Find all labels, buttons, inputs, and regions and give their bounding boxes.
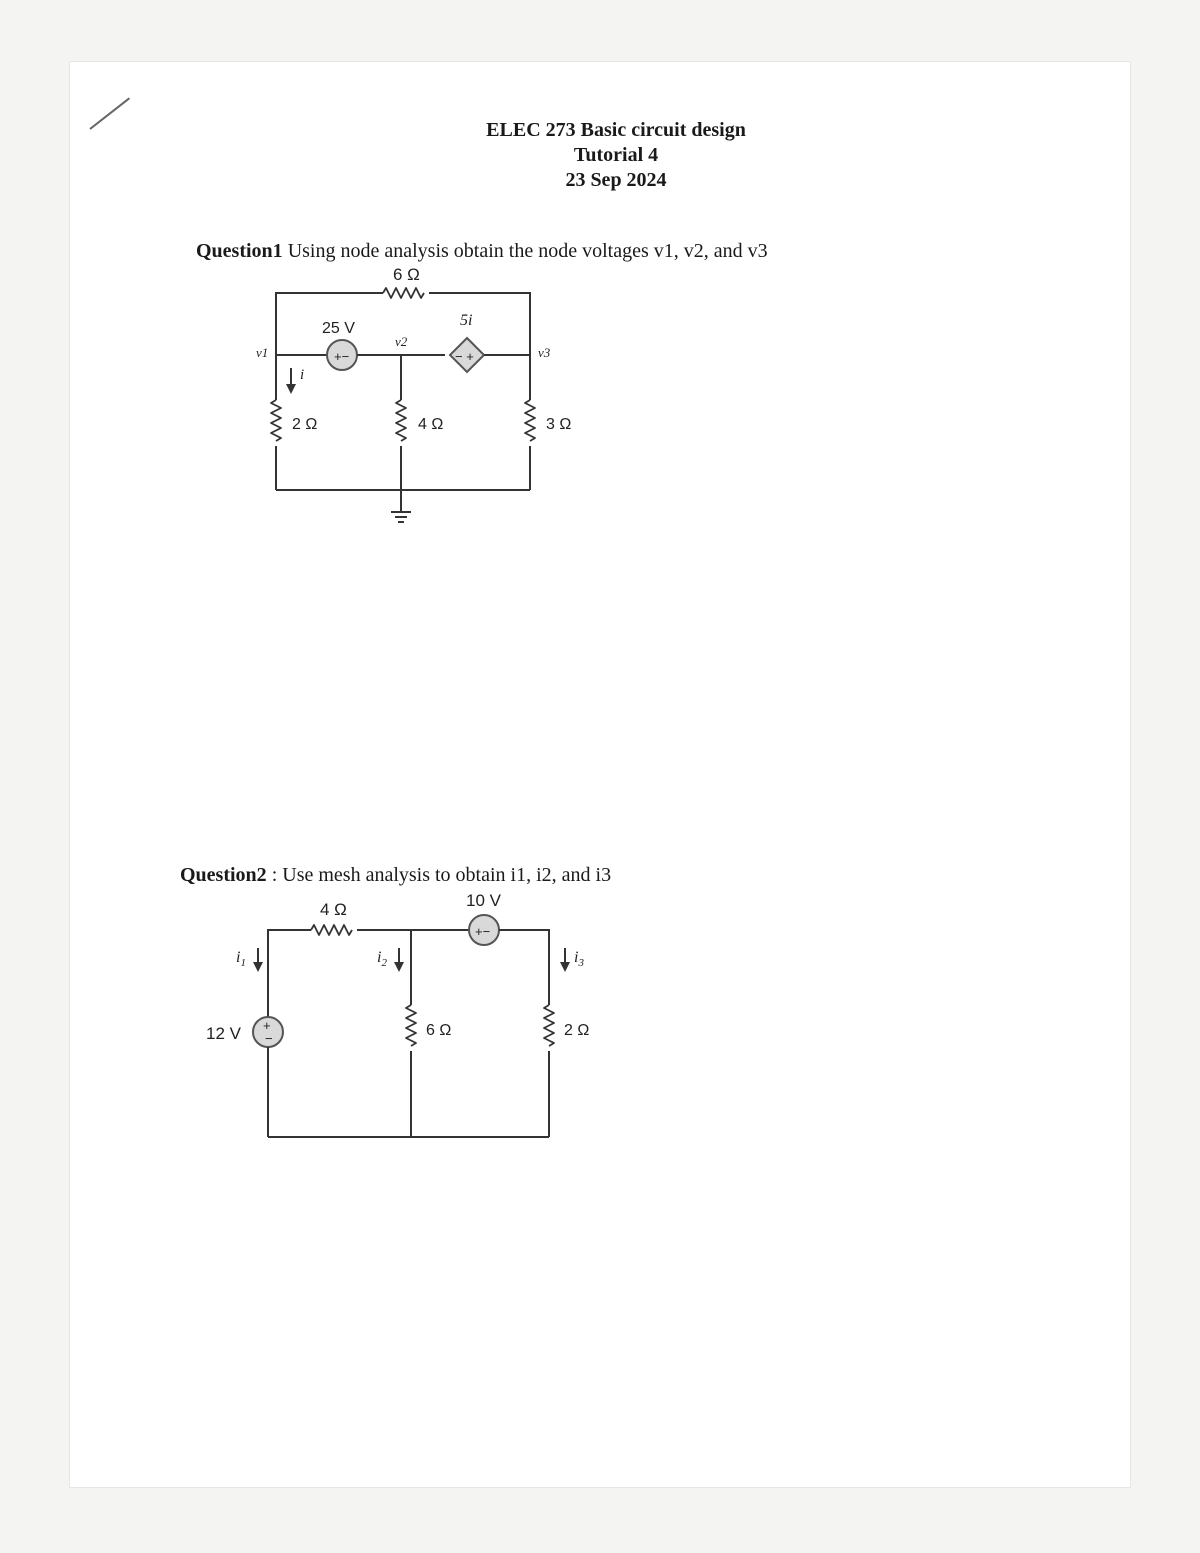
- c2-vsrc-top-polarity: +−: [475, 924, 491, 939]
- c1-vsrc-polarity: +−: [334, 349, 350, 364]
- c2-label-4ohm: 4 Ω: [320, 900, 347, 919]
- c2-i3-arrow-icon: [560, 962, 570, 972]
- c2-vsrc-left-plus: +: [263, 1018, 271, 1033]
- c1-current-arrow-icon: [286, 384, 296, 394]
- tutorial-number: Tutorial 4: [573, 144, 659, 166]
- c1-ground-icon: [391, 512, 411, 522]
- tutorial-date: 23 Sep 2024: [565, 169, 667, 191]
- c2-label-i3: [574, 949, 584, 969]
- circuit-1: [256, 265, 571, 522]
- c2-i1-arrow-icon: [253, 962, 263, 972]
- c2-label-2ohm: 2 Ω: [564, 1022, 590, 1039]
- c1-label-v1: v1: [256, 345, 269, 360]
- question-1-label: Question1: [196, 240, 283, 262]
- c1-label-v2: v2: [395, 334, 408, 349]
- c2-label-i2-subscript: 2: [381, 957, 387, 969]
- c1-wire-top-right: [429, 293, 530, 355]
- c1-dep-polarity: − +: [455, 349, 474, 364]
- c2-label-i1-subscript: 1: [240, 957, 246, 969]
- c2-label-6ohm: 6 Ω: [426, 1022, 452, 1039]
- c2-label-12v: 12 V: [206, 1024, 241, 1043]
- c1-label-5i: 5i: [460, 312, 473, 329]
- c1-label-3ohm: 3 Ω: [546, 416, 572, 433]
- question-2-prompt: : Use mesh analysis to obtain i1, i2, and i3: [266, 864, 612, 886]
- c2-label-i1-symbol: i: [236, 949, 241, 966]
- c2-resistor-2ohm: [544, 1005, 554, 1046]
- c1-label-4ohm: 4 Ω: [418, 416, 444, 433]
- c2-label-i3-subscript: 3: [578, 957, 584, 969]
- c2-label-i3-symbol: i: [574, 949, 579, 966]
- course-title: ELEC 273 Basic circuit design: [486, 119, 746, 141]
- circuit-2: [206, 891, 589, 1137]
- c2-vsrc-left-minus: −: [265, 1031, 273, 1046]
- c2-wire-top-left: [268, 930, 311, 1032]
- c2-label-10v: 10 V: [466, 891, 501, 910]
- c2-label-i2: [377, 949, 387, 969]
- c2-resistor-4ohm: [311, 925, 352, 935]
- c2-label-i2-symbol: i: [377, 949, 382, 966]
- c1-label-i: i: [300, 367, 305, 383]
- c1-resistor-3ohm: [525, 400, 535, 441]
- question-2-label: Question2: [180, 864, 267, 886]
- c1-label-25v: 25 V: [322, 320, 355, 337]
- c1-label-v3: v3: [538, 345, 551, 360]
- c2-resistor-6ohm: [406, 1005, 416, 1046]
- c1-resistor-6ohm: [383, 288, 424, 298]
- c1-label-6ohm: 6 Ω: [393, 265, 420, 284]
- c2-label-i1: [236, 949, 246, 969]
- c2-wire-top-right: [499, 930, 549, 1005]
- question-1-prompt: Using node analysis obtain the node voltages v1, v2, and v3: [282, 240, 768, 262]
- c1-label-2ohm: 2 Ω: [292, 416, 318, 433]
- c1-resistor-2ohm: [271, 400, 281, 441]
- c2-i2-arrow-icon: [394, 962, 404, 972]
- c1-resistor-4ohm: [396, 400, 406, 441]
